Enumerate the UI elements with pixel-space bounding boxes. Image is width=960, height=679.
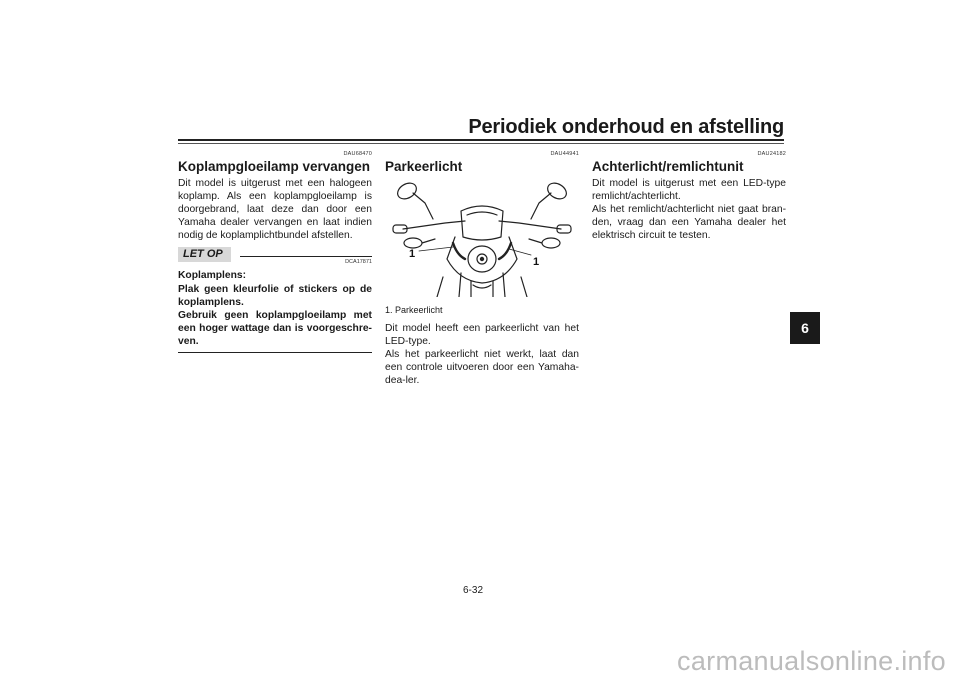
section-body: Dit model is uitgerust met een halogeen koplamp. Als een koplampgloeilamp is doorgebrand, laat deze dan door een Yamaha dealer vervangen en laat indien nodig de koplamplichtbundel afstellen.	[178, 178, 372, 242]
motorcycle-front-illustration	[385, 181, 579, 297]
section-body-2: Als het parkeerlicht niet werkt, laat dan een controle uitvoeren door een Yamaha-dea-ler.	[385, 349, 579, 387]
section-title: Achterlicht/remlichtunit	[592, 159, 744, 174]
section-code: DAU44941	[550, 151, 579, 157]
section-body-1: Dit model is uitgerust met een LED-type remlicht/achterlicht.	[592, 178, 786, 203]
section-body-2: Als het remlicht/achterlicht niet gaat bran-den, vraag dan een Yamaha dealer het elektrisch circuit te testen.	[592, 204, 786, 242]
caution-line-1: Koplamplens:	[178, 270, 247, 282]
figure-caption: 1. Parkeerlicht	[385, 305, 443, 315]
figure-callout-left: 1	[409, 248, 416, 260]
section-body-1: Dit model heeft een parkeerlicht van het LED-type.	[385, 323, 579, 348]
caution-code: DCA17871	[345, 259, 372, 266]
section-title: Koplampgloeilamp vervangen	[178, 159, 371, 174]
page-number: 6-32	[463, 585, 484, 596]
section-tail-brake-light	[592, 150, 786, 242]
caution-line-3: Gebruik geen koplampgloeilamp met een hoger wattage dan is voorgeschre-ven.	[178, 309, 372, 347]
section-headlight-bulb	[178, 150, 372, 353]
caution-header	[178, 245, 372, 265]
caution-end-rule	[178, 352, 372, 353]
caution-label: LET OP	[178, 247, 231, 262]
caution-body	[178, 265, 372, 348]
caution-line-2: Plak geen kleurfolie of stickers op de koplamplens.	[178, 283, 372, 308]
chapter-tab: 6	[790, 312, 820, 344]
header-rule-thin	[178, 143, 784, 144]
caution-rule	[240, 256, 372, 257]
section-parking-light	[385, 150, 579, 387]
page-header-title: Periodiek onderhoud en afstelling	[468, 116, 784, 138]
header-rule	[178, 139, 784, 141]
figure-callout-right: 1	[533, 256, 540, 268]
section-code: DAU68470	[343, 151, 372, 157]
section-title: Parkeerlicht	[385, 159, 463, 174]
section-code: DAU24182	[757, 151, 786, 157]
watermark-link[interactable]: carmanualsonline.info	[677, 646, 946, 676]
